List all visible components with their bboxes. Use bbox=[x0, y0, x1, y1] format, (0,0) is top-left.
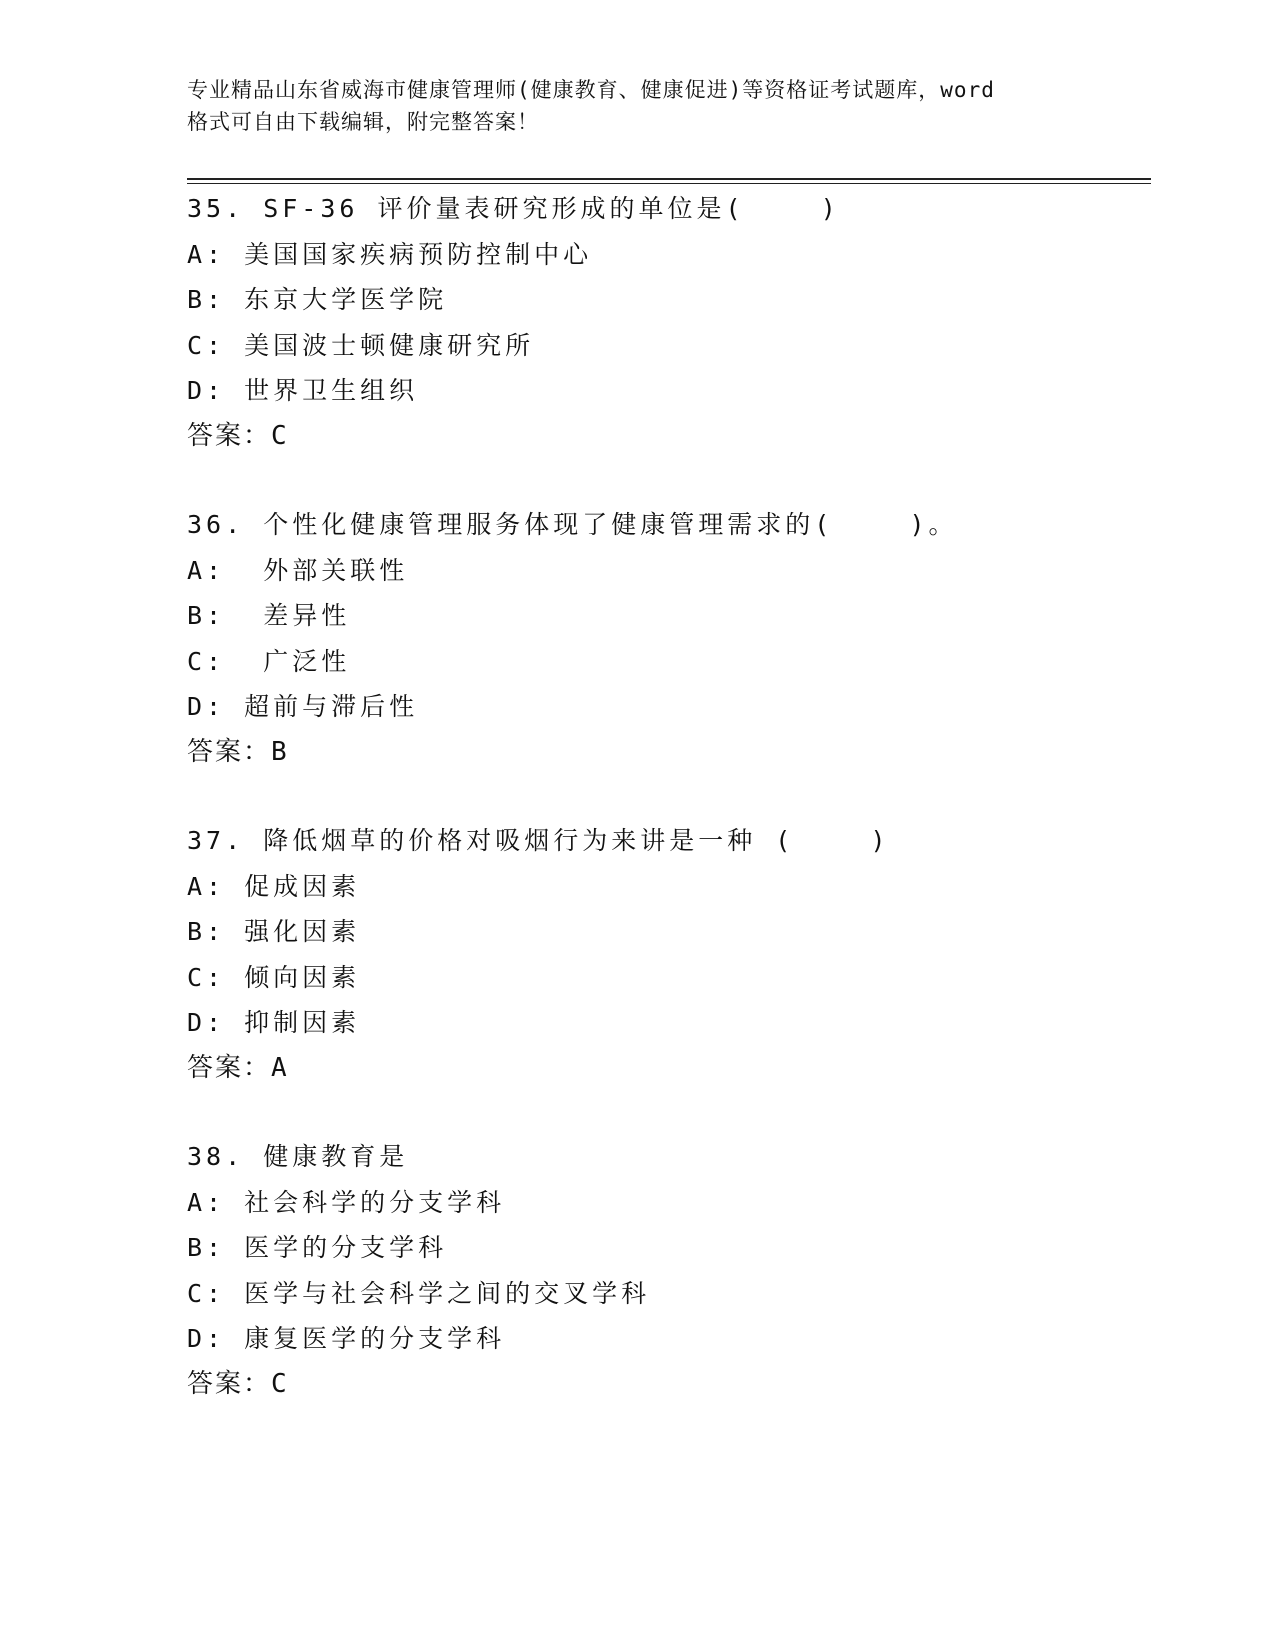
option-c: C: 倾向因素 bbox=[187, 962, 361, 992]
option-a: A: 促成因素 bbox=[187, 871, 361, 901]
header-divider bbox=[187, 178, 1151, 184]
question-stem: 37. 降低烟草的价格对吸烟行为来讲是一种 ( ) bbox=[187, 826, 890, 855]
option-a: A: 美国国家疾病预防控制中心 bbox=[187, 239, 593, 269]
answer-text: 答案：A bbox=[187, 1052, 289, 1083]
answer-text: 答案：B bbox=[187, 736, 289, 767]
option-d: D: 世界卫生组织 bbox=[187, 376, 419, 405]
header-note bbox=[187, 74, 1087, 138]
header-line-1: 专业精品山东省威海市健康管理师(健康教育、健康促进)等资格证考试题库，word bbox=[187, 78, 995, 102]
option-a: A: 社会科学的分支学科 bbox=[187, 1187, 506, 1217]
answer-text: 答案：C bbox=[187, 1368, 289, 1399]
option-a: A: 外部关联性 bbox=[187, 555, 409, 585]
option-b: B: 东京大学医学院 bbox=[187, 285, 448, 314]
option-d: D: 抑制因素 bbox=[187, 1008, 361, 1037]
option-b: B: 差异性 bbox=[187, 601, 351, 630]
option-c: C: 广泛性 bbox=[187, 646, 351, 676]
question-36 bbox=[187, 502, 1147, 775]
question-stem: 36. 个性化健康管理服务体现了健康管理需求的( )。 bbox=[187, 510, 958, 539]
answer-text: 答案：C bbox=[187, 420, 289, 451]
option-b: B: 强化因素 bbox=[187, 917, 361, 946]
question-37 bbox=[187, 818, 1147, 1091]
option-c: C: 医学与社会科学之间的交叉学科 bbox=[187, 1278, 651, 1308]
option-b: B: 医学的分支学科 bbox=[187, 1233, 448, 1262]
header-line-2: 格式可自由下载编辑，附完整答案！ bbox=[187, 110, 539, 134]
option-c: C: 美国波士顿健康研究所 bbox=[187, 330, 535, 360]
option-d: D: 超前与滞后性 bbox=[187, 692, 419, 721]
option-d: D: 康复医学的分支学科 bbox=[187, 1324, 506, 1353]
question-35 bbox=[187, 186, 1147, 459]
question-38 bbox=[187, 1134, 1147, 1407]
question-stem: 38. 健康教育是 bbox=[187, 1142, 409, 1171]
question-stem: 35. SF-36 评价量表研究形成的单位是( ) bbox=[187, 194, 840, 223]
